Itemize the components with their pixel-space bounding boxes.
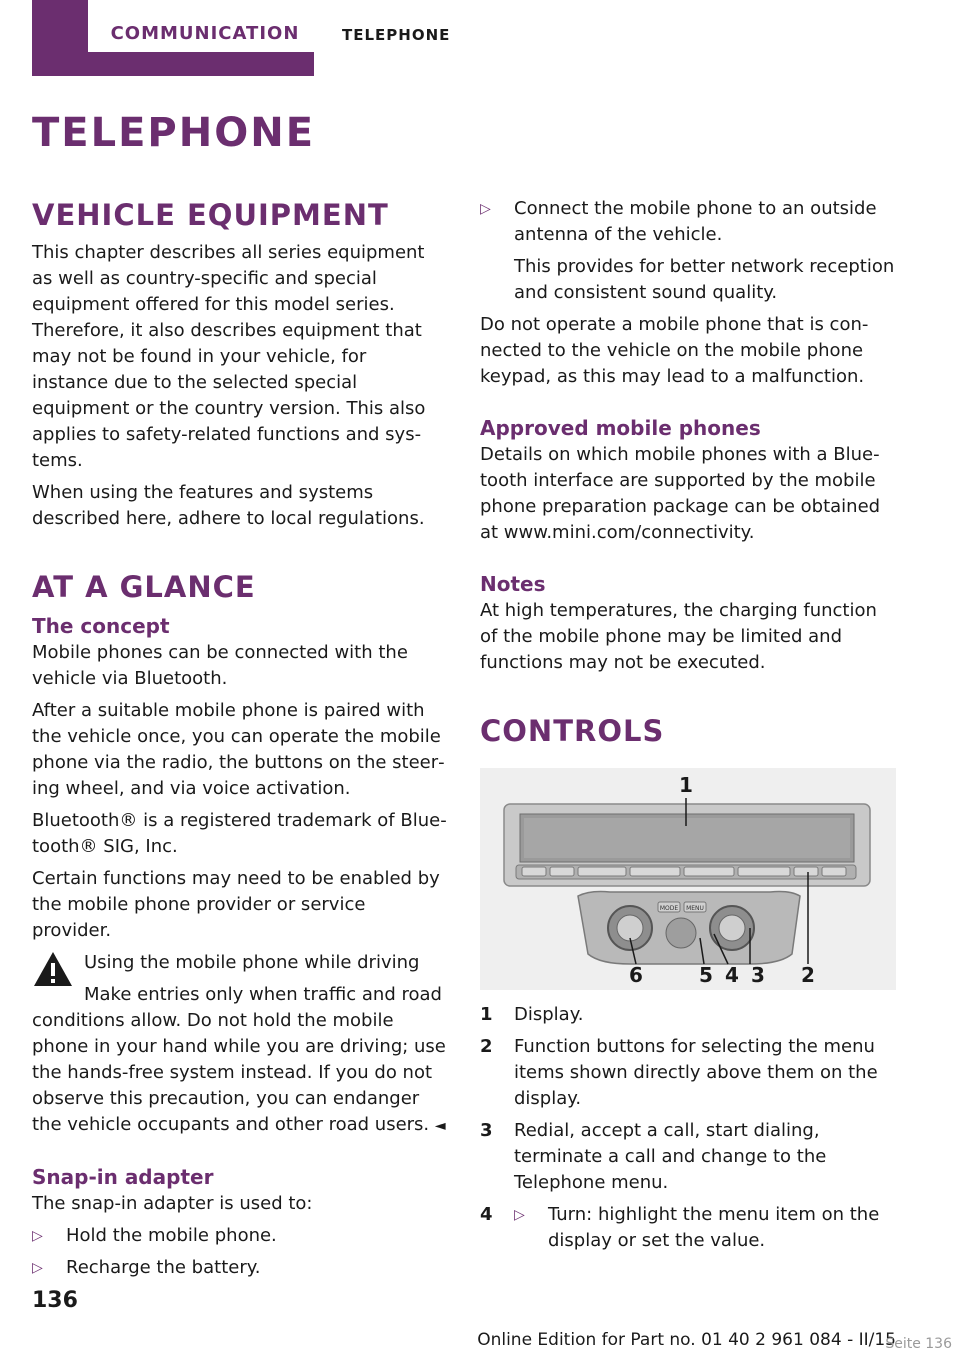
list-item-text: Turn: highlight the menu item on the display or set the value.: [548, 1204, 880, 1251]
right-column: [480, 196, 896, 1260]
figure-callout-2: 2: [801, 963, 815, 987]
edition-footer: Online Edition for Part no. 01 40 2 961 084 - II/15: [477, 1330, 896, 1350]
list-item-text: Function buttons for selecting the menu items shown directly above them on the display.: [514, 1036, 878, 1109]
figure-mode-label: MODE: [659, 905, 679, 912]
vehicle-equipment-paragraph-2: When using the features and systems described here, adhere to local regulations.: [32, 482, 425, 529]
keypad-warning-paragraph: Do not operate a mobile phone that is connected to the vehicle on the mobile phone keypad, as this may lead to a malfunction.: [480, 314, 869, 387]
approved-phones-heading: Approved mobile phones: [480, 416, 761, 440]
vehicle-equipment-paragraph-1: This chapter describes all series equipment as well as country-specific and special equipment offered for this model series. Therefore, it also describes equipment that may not be found in your vehicle, for instance due to the selected special equipment or the country version. This also applies to safety-related functions and systems.: [32, 242, 426, 471]
page-watermark: Seite 136: [885, 1336, 952, 1352]
list-item: [32, 1255, 448, 1281]
left-column: [32, 196, 448, 1287]
list-item-number: 3: [480, 1120, 493, 1141]
bullet-text: Hold the mobile phone.: [66, 1225, 277, 1246]
figure-callout-5: 5: [699, 963, 713, 987]
list-item: [480, 1034, 896, 1112]
radio-controls-figure: [480, 768, 896, 990]
bullet-triangle-icon: ▷: [32, 1228, 43, 1244]
list-item: [32, 1223, 448, 1249]
header-tab-label: COMMUNICATION: [88, 0, 322, 52]
list-item: [480, 1118, 896, 1196]
figure-callout-1: 1: [679, 773, 693, 797]
snap-in-adapter-heading: Snap-in adapter: [32, 1165, 214, 1189]
list-item: [480, 1202, 896, 1254]
list-item-number: 2: [480, 1036, 493, 1057]
approved-phones-paragraph: Details on which mobile phones with a Bluetooth interface are supported by the mobile phone preparation package can be obtained at www.mini.com/connectivity.: [480, 444, 881, 543]
at-a-glance-heading: AT A GLANCE: [32, 570, 256, 604]
concept-paragraph-4: Certain functions may need to be enabled by the mobile phone provider or service provider.: [32, 868, 440, 941]
notes-heading: Notes: [480, 572, 546, 596]
concept-paragraph-3: Bluetooth® is a registered trademark of Bluetooth® SIG, Inc.: [32, 810, 447, 857]
header-tab-communication: [32, 0, 314, 76]
notes-paragraph: At high temperatures, the charging function of the mobile phone may be limited and functions may not be executed.: [480, 600, 877, 673]
warning-body: Make entries only when traffic and road conditions allow. Do not hold the mobile phone in your hand while you are driving; use the hands-free system instead. If you do not observe this precaution, you can endanger the vehicle occupants and other road users.: [32, 984, 446, 1135]
warning-title: Using the mobile phone while driving: [84, 952, 420, 973]
page-number: 136: [32, 1288, 78, 1313]
radio-panel-illustration: [480, 768, 896, 990]
figure-callout-6: 6: [629, 963, 643, 987]
warning-triangle-icon: [32, 950, 74, 988]
concept-paragraph-2: After a suitable mobile phone is paired with the vehicle once, you can operate the mobile phone via the radio, the buttons on the steering wheel, and via voice activation.: [32, 700, 445, 799]
list-item-number: 1: [480, 1004, 493, 1025]
controls-heading: CONTROLS: [480, 714, 665, 748]
figure-callout-3: 3: [751, 963, 765, 987]
concept-heading: The concept: [32, 614, 170, 638]
figure-menu-label: MENU: [686, 905, 704, 912]
figure-callout-4: 4: [725, 963, 739, 987]
bullet-triangle-icon: ▷: [32, 1260, 43, 1276]
bullet-continuation: This provides for better network reception and consistent sound quality.: [514, 256, 895, 303]
list-item-text: Display.: [514, 1004, 584, 1025]
snap-in-adapter-intro: The snap-in adapter is used to:: [32, 1193, 313, 1214]
bullet-triangle-icon: ▷: [514, 1207, 525, 1223]
page-title: TELEPHONE: [32, 110, 316, 156]
vehicle-equipment-heading: VEHICLE EQUIPMENT: [32, 198, 389, 232]
list-item-number: 4: [480, 1204, 493, 1225]
list-item-text: Redial, accept a call, start dialing, terminate a call and change to the Telephone menu.: [514, 1120, 827, 1193]
concept-paragraph-1: Mobile phones can be connected with the vehicle via Bluetooth.: [32, 642, 408, 689]
bullet-text: Connect the mobile phone to an outside antenna of the vehicle.: [514, 198, 877, 245]
end-marker-icon: ◄: [434, 1118, 446, 1134]
list-item: [480, 196, 896, 248]
bullet-triangle-icon: ▷: [480, 201, 491, 217]
header-section-label: TELEPHONE: [342, 26, 451, 44]
list-item: [480, 1002, 896, 1028]
bullet-text: Recharge the battery.: [66, 1257, 261, 1278]
warning-block: [32, 950, 448, 1139]
